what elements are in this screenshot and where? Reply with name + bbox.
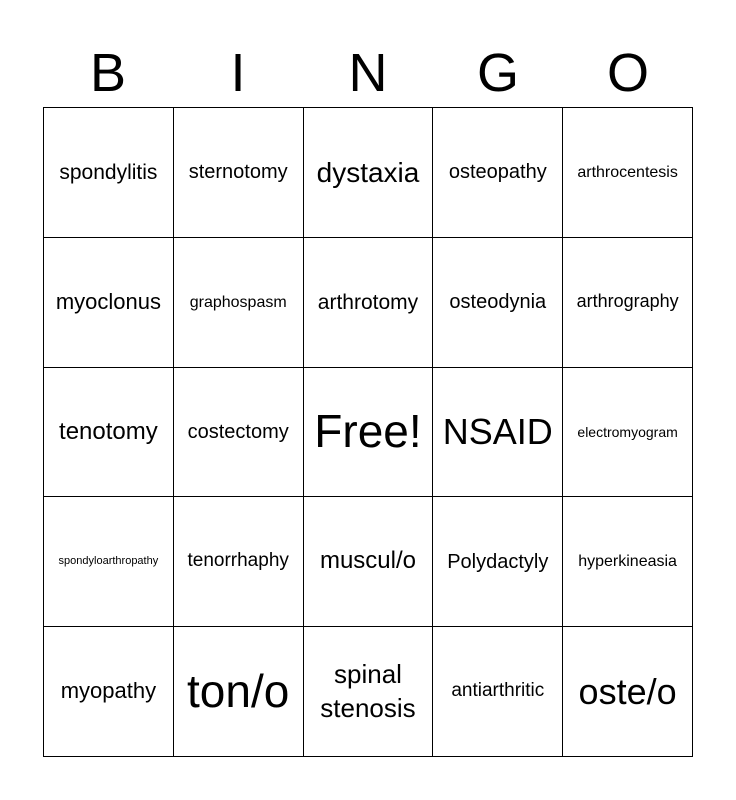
cell-label: dystaxia [316, 156, 420, 188]
cell-label: tenotomy [59, 417, 158, 445]
cell-label: spinal stenosis [320, 658, 416, 723]
bingo-cell[interactable] [304, 108, 434, 238]
cell-label: myopathy [60, 678, 157, 704]
cell-label: arthrocentesis [577, 163, 678, 181]
cell-label: spondyloarthropathy [58, 555, 159, 568]
cell-label: tenorrhaphy [187, 550, 289, 572]
cell-label: muscul/o [319, 547, 417, 575]
bingo-board [43, 107, 693, 757]
bingo-cell[interactable] [174, 497, 304, 627]
bingo-cell[interactable] [433, 108, 563, 238]
bingo-cell[interactable] [563, 108, 693, 238]
bingo-cell[interactable] [44, 627, 174, 757]
cell-label: NSAID [442, 411, 553, 453]
cell-label: ton/o [187, 665, 290, 717]
bingo-cell[interactable] [174, 627, 304, 757]
bingo-cell[interactable] [563, 368, 693, 498]
bingo-cell[interactable] [563, 497, 693, 627]
cell-label: antiarthritic [451, 680, 545, 702]
bingo-cell[interactable] [433, 238, 563, 368]
bingo-cell[interactable] [304, 238, 434, 368]
bingo-header [43, 40, 693, 106]
cell-label: hyperkineasia [578, 553, 677, 571]
cell-label: Polydactyly [447, 550, 549, 573]
bingo-cell[interactable] [174, 368, 304, 498]
header-letter-o: O [606, 43, 649, 103]
cell-label: oste/o [578, 671, 677, 712]
bingo-cell[interactable] [304, 497, 434, 627]
bingo-cell[interactable] [44, 368, 174, 498]
bingo-cell[interactable] [44, 108, 174, 238]
cell-label: electromyogram [577, 423, 678, 440]
cell-label: spondylitis [59, 160, 158, 184]
bingo-cell[interactable] [44, 238, 174, 368]
free-space-label: Free! [314, 405, 422, 458]
bingo-cell[interactable] [174, 108, 304, 238]
cell-label: myoclonus [55, 289, 161, 314]
header-letter-i: I [230, 43, 246, 103]
header-letter-g: G [476, 43, 519, 103]
cell-label: osteodynia [449, 291, 547, 314]
cell-label: graphospasm [189, 293, 287, 311]
bingo-cell[interactable] [174, 238, 304, 368]
header-letter-n: N [348, 43, 388, 103]
bingo-cell[interactable] [44, 497, 174, 627]
bingo-cell[interactable] [304, 627, 434, 757]
bingo-cell[interactable] [563, 238, 693, 368]
cell-label: sternotomy [188, 161, 288, 184]
free-space-cell[interactable] [304, 368, 434, 498]
bingo-cell[interactable] [563, 627, 693, 757]
cell-label: arthrography [576, 291, 679, 312]
bingo-cell[interactable] [433, 497, 563, 627]
cell-label: arthrotomy [317, 290, 419, 314]
cell-label: costectomy [187, 420, 289, 443]
bingo-cell[interactable] [433, 368, 563, 498]
cell-label: osteopathy [448, 161, 547, 184]
header-letter-b: B [89, 43, 127, 103]
bingo-cell[interactable] [433, 627, 563, 757]
